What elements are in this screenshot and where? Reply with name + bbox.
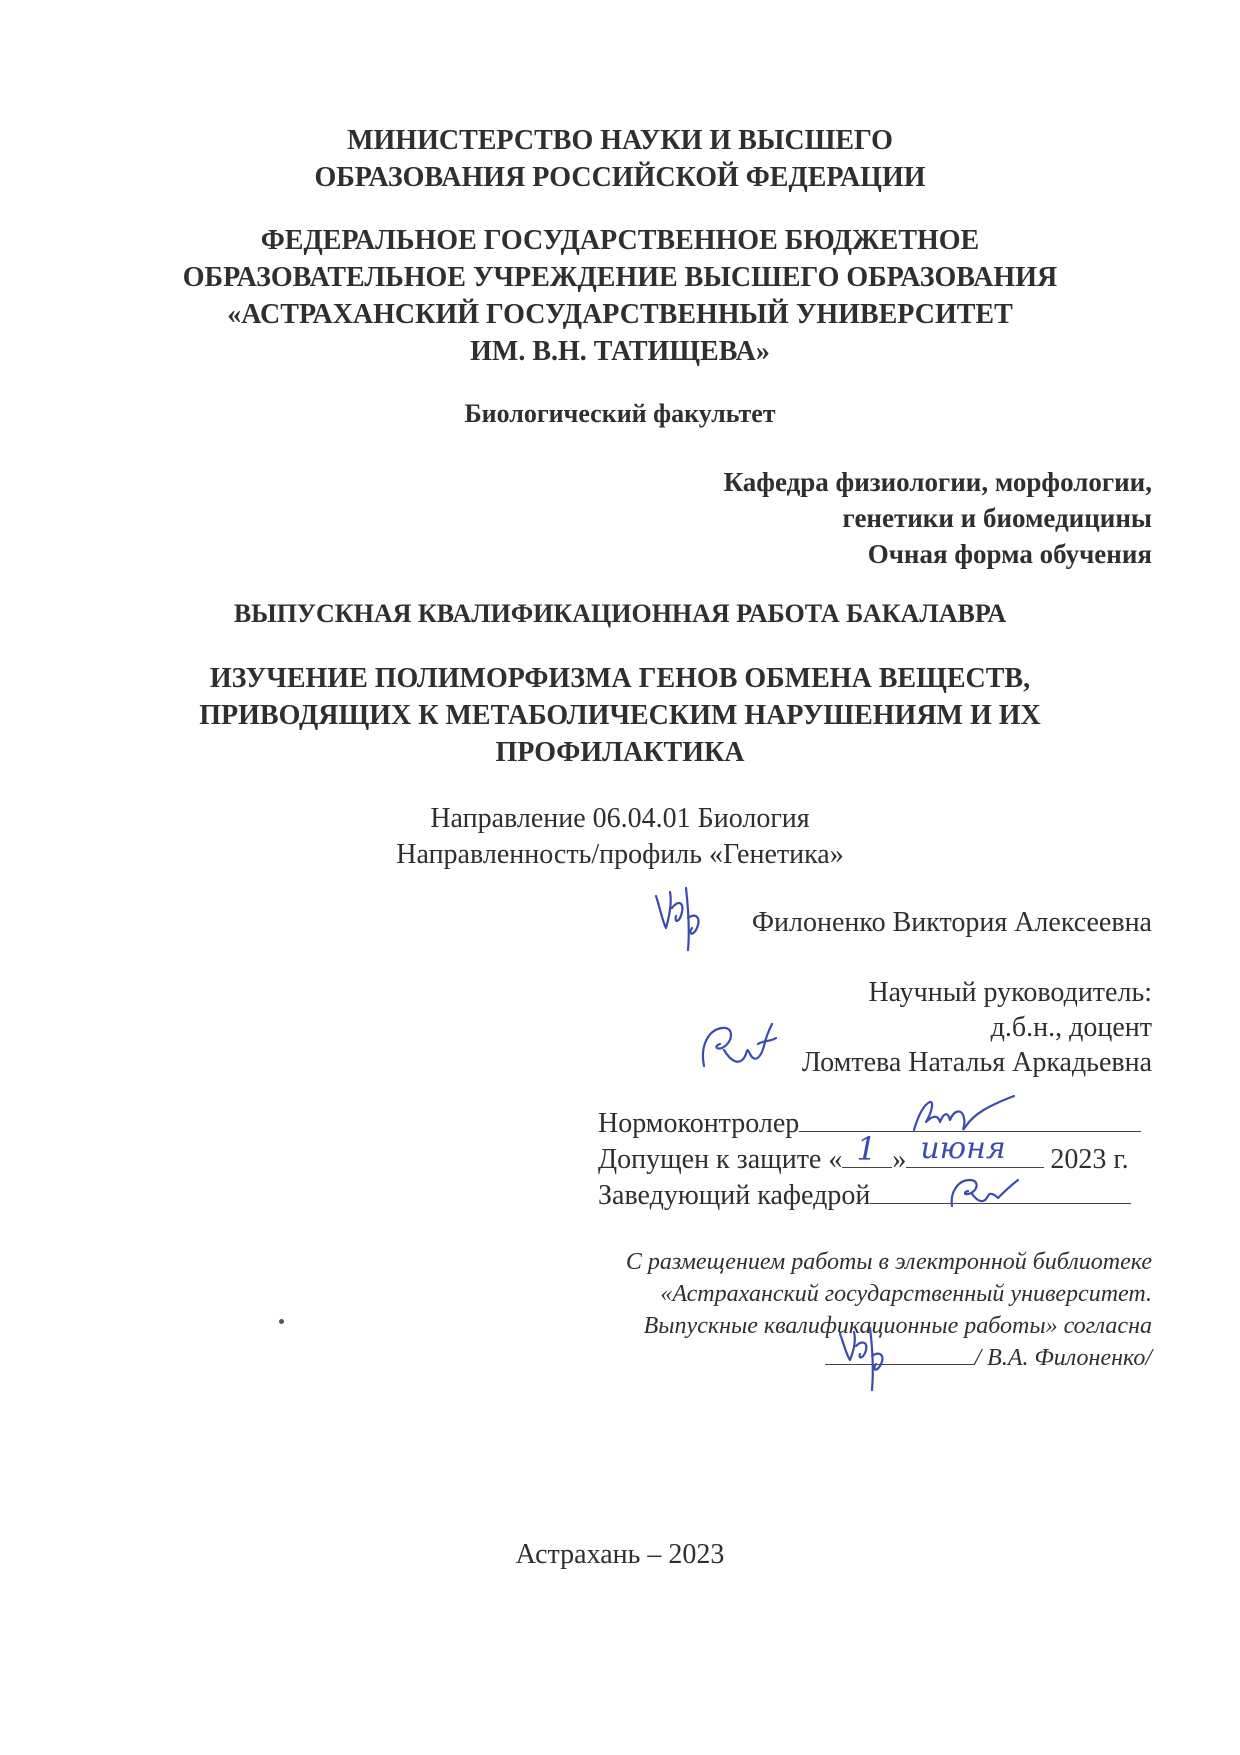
head-label: Заведующий кафедрой — [598, 1180, 871, 1211]
supervisor-degree: д.б.н., доцент — [990, 1012, 1152, 1043]
admitted-label: Допущен к защите « — [598, 1144, 843, 1175]
admitted-month-line — [906, 1131, 1044, 1168]
head-row — [598, 1178, 1131, 1214]
admitted-month: июня — [920, 1131, 1006, 1166]
supervisor-label: Научный руководитель: — [868, 977, 1152, 1008]
student-name: Филоненко Виктория Алексеевна — [751, 907, 1152, 938]
admitted-day-line — [842, 1130, 892, 1168]
direction: Направление 06.04.01 Биология — [430, 803, 810, 834]
admitted-row — [598, 1130, 1129, 1178]
profile: Направленность/профиль «Генетика» — [396, 839, 844, 870]
ministry-heading: МИНИСТЕРСТВО НАУКИ И ВЫСШЕГО ОБРАЗОВАНИЯ РОССИЙСКОЙ ФЕДЕРАЦИИ — [314, 125, 926, 193]
scan-speck — [279, 1319, 284, 1324]
thesis-title: ИЗУЧЕНИЕ ПОЛИМОРФИЗМА ГЕНОВ ОБМЕНА ВЕЩЕСТВ, ПРИВОДЯЩИХ К МЕТАБОЛИЧЕСКИМ НАРУШЕНИЯМ И ИХ ПРОФИЛАКТИКА — [199, 663, 1041, 768]
institution-heading: ФЕДЕРАЛЬНОЕ ГОСУДАРСТВЕННОЕ БЮДЖЕТНОЕ ОБРАЗОВАТЕЛЬНОЕ УЧРЕЖДЕНИЕ ВЫСШЕГО ОБРАЗОВАНИЯ «АСТРАХАНСКИЙ ГОСУДАРСТВЕННЫЙ УНИВЕРСИТЕТ ИМ. В.Н. ТАТИЩЕВА» — [182, 225, 1058, 367]
normcontroller-label: Нормоконтролер — [598, 1108, 800, 1139]
consent-name: / В.А. Филоненко/ — [974, 1345, 1152, 1371]
faculty: Биологический факультет — [464, 399, 776, 428]
supervisor-signature — [694, 1016, 784, 1078]
admitted-day: 1 — [856, 1130, 877, 1168]
footer-city-year: Астрахань – 2023 — [515, 1539, 725, 1570]
department-block: Кафедра физиологии, морфологии, генетики и биомедицины Очная форма обучения — [723, 467, 1152, 569]
library-consent: С размещением работы в электронной библиотеке «Астраханский государственный университет. Выпускные квалификационные работы» согласна / В.А. Филоненко/ — [625, 1249, 1152, 1371]
work-type: ВЫПУСКНАЯ КВАЛИФИКАЦИОННАЯ РАБОТА БАКАЛАВРА — [233, 599, 1007, 628]
supervisor-name: Ломтева Наталья Аркадьевна — [801, 1047, 1152, 1078]
consent-signature — [832, 1320, 902, 1396]
admitted-year: 2023 г. — [1050, 1144, 1129, 1175]
head-signature — [944, 1172, 1022, 1212]
student-signature — [648, 878, 718, 958]
admitted-quote: » — [892, 1144, 907, 1175]
